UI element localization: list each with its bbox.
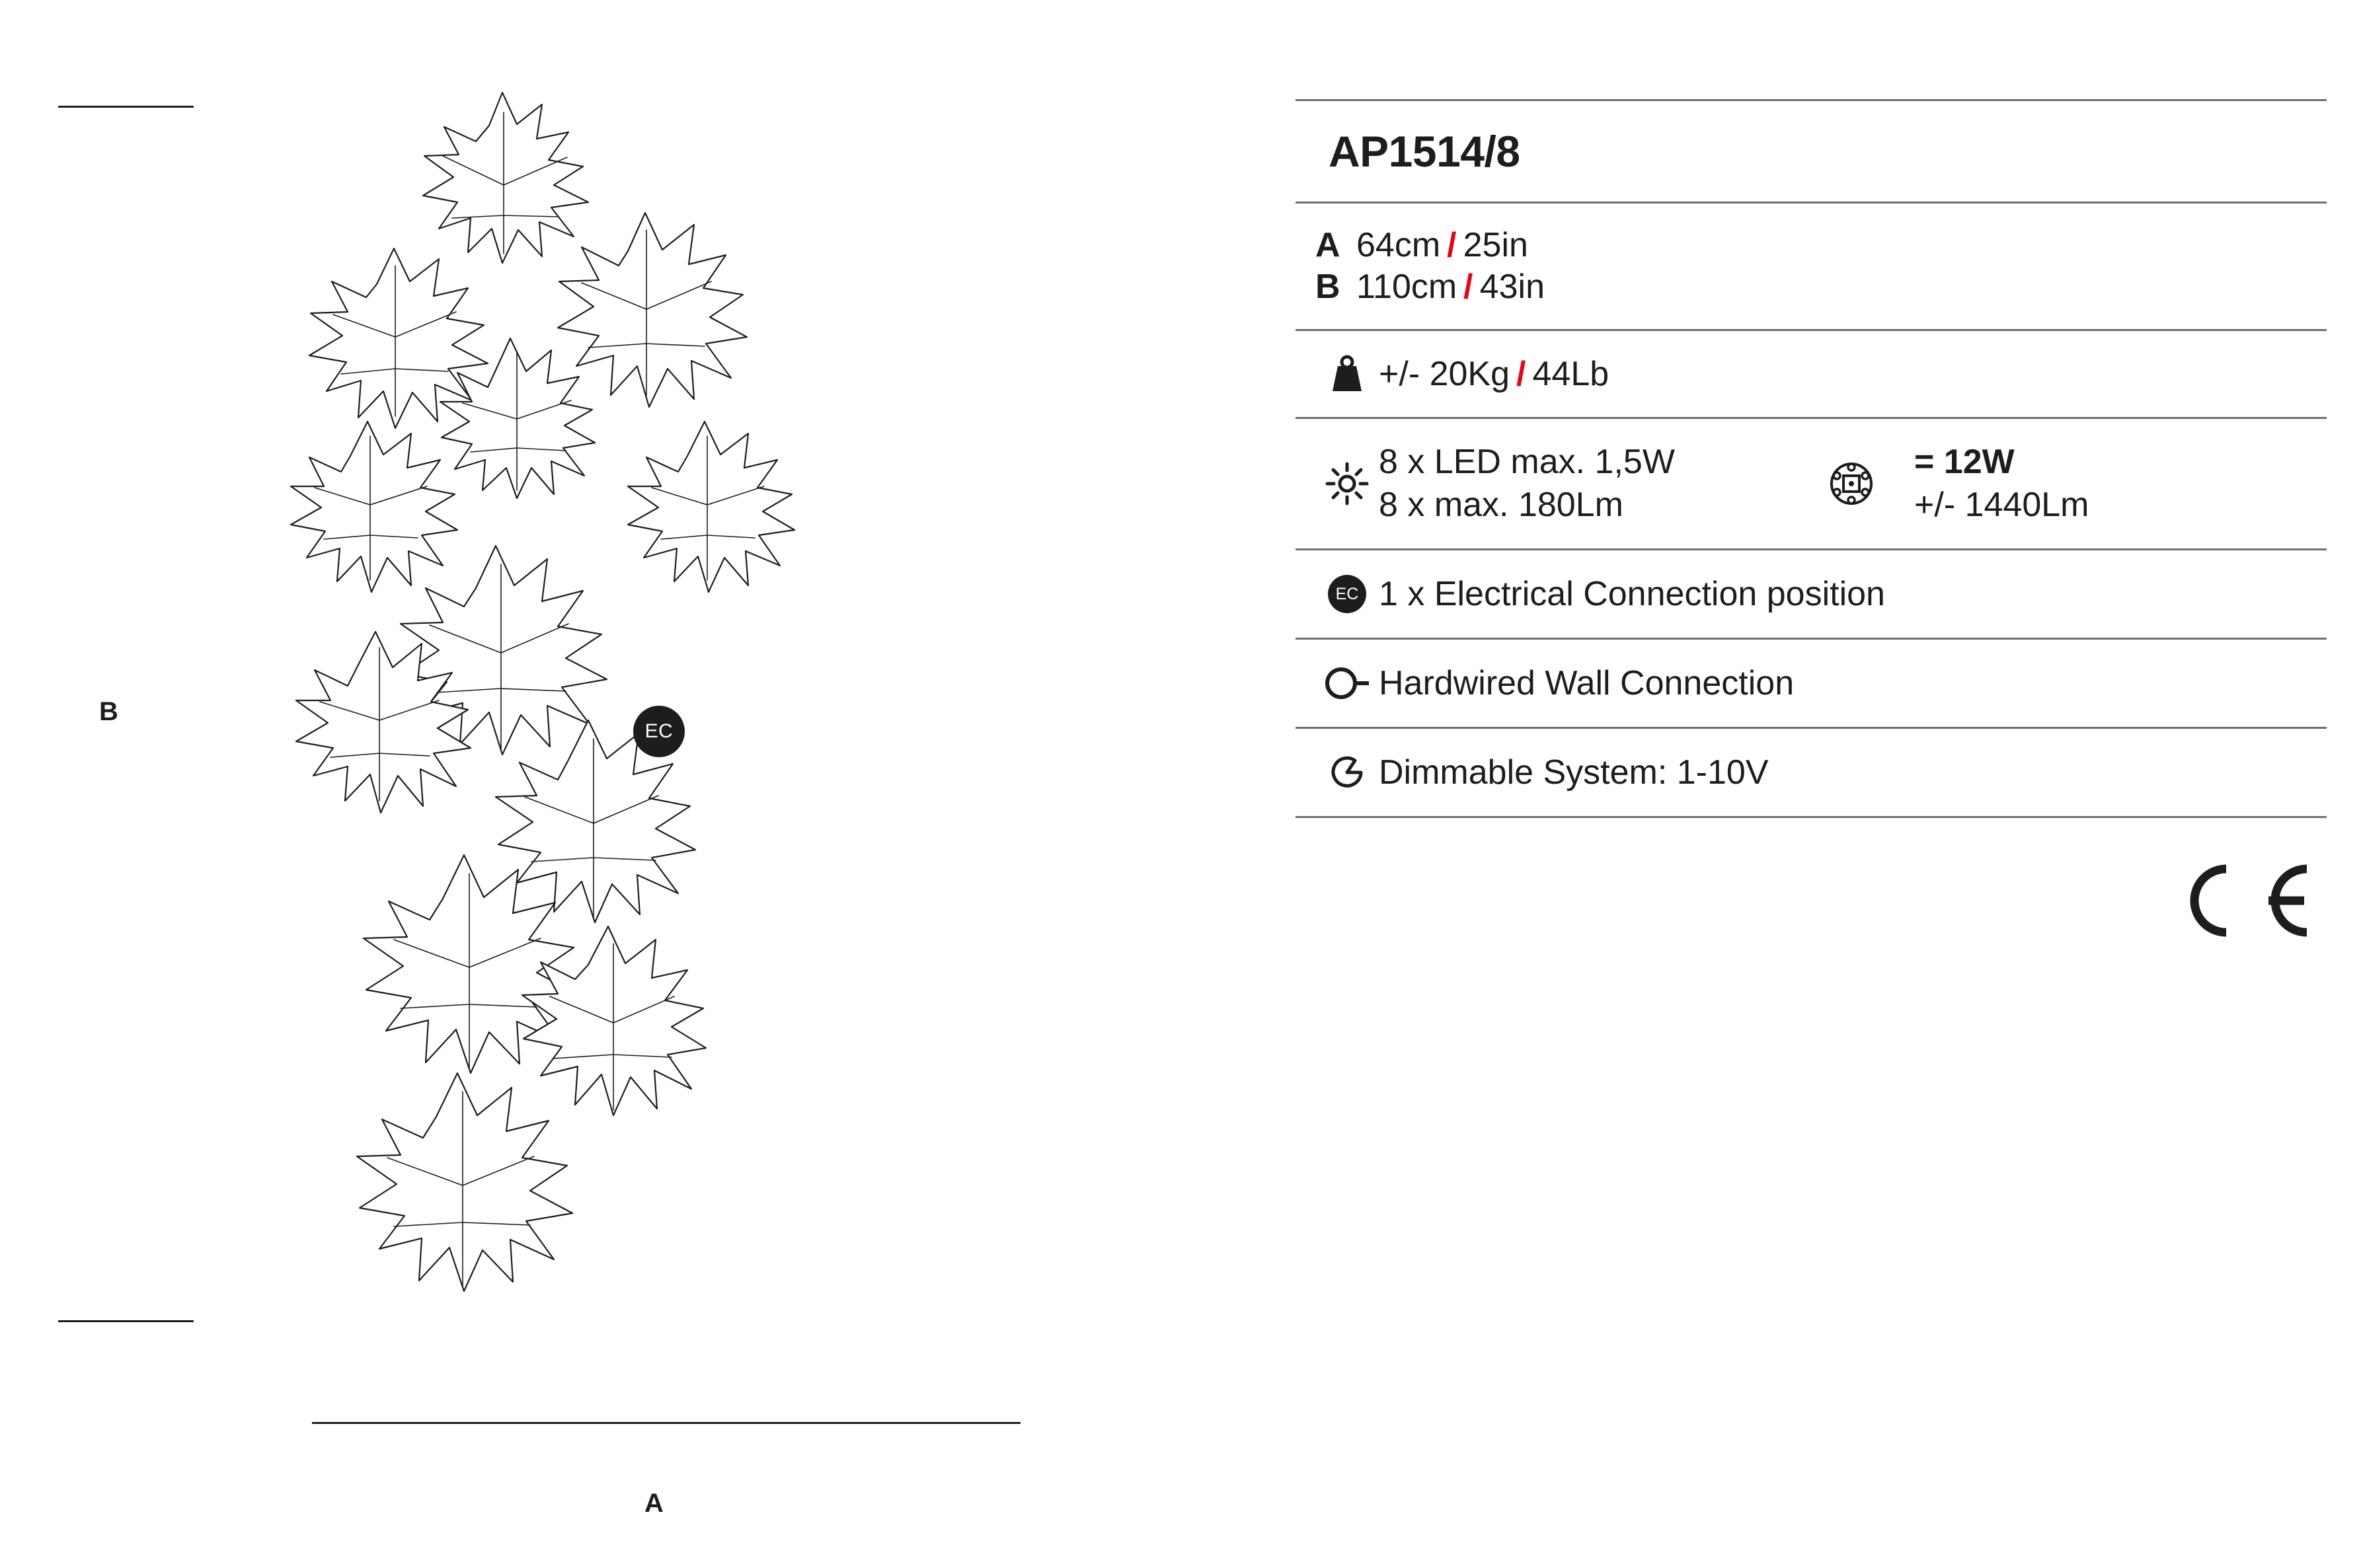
electrical-connection-row xyxy=(1296,550,2327,638)
lamp-total-power: = 12W xyxy=(1914,443,2015,481)
dimension-b-letter: B xyxy=(1315,268,1340,306)
dimension-b-separator: \ xyxy=(1463,268,1473,306)
lamp-total xyxy=(1914,441,2089,527)
electrical-connection-marker: EC xyxy=(633,706,685,757)
dimension-a-separator: \ xyxy=(1447,225,1457,264)
electrical-connection-icon xyxy=(1315,575,1379,613)
lamp-line-1: 8 x LED max. 1,5W xyxy=(1379,443,1675,481)
ce-mark-icon xyxy=(2168,854,2320,947)
lamp-line-2: 8 x max. 180Lm xyxy=(1379,486,1623,524)
weight-row xyxy=(1296,331,2327,417)
specification-panel xyxy=(1296,99,2327,983)
dimmable-text: Dimmable System: 1-10V xyxy=(1379,753,1769,792)
leaf-group xyxy=(291,93,794,1291)
driver-icon xyxy=(1802,455,1901,512)
dimension-label-b: B xyxy=(99,697,119,726)
weight-icon xyxy=(1315,354,1379,394)
dimension-line-a xyxy=(312,1422,1021,1424)
weight-text-group xyxy=(1379,354,1609,394)
dimension-b-imperial: 43in xyxy=(1479,268,1545,306)
dimension-b-metric: 110cm xyxy=(1356,268,1457,306)
ec-badge: EC xyxy=(1328,575,1366,613)
dimension-a-metric: 64cm xyxy=(1356,225,1441,264)
page-title: AP1514/8 xyxy=(1329,127,1520,176)
weight-separator: \ xyxy=(1516,355,1526,393)
lamp-total-lumen: +/- 1440Lm xyxy=(1914,486,2089,524)
dimension-b xyxy=(1315,266,1545,308)
dimmable-row xyxy=(1296,729,2327,816)
wall-connection-row xyxy=(1296,640,2327,727)
dimension-a-imperial: 25in xyxy=(1463,225,1528,264)
dimension-label-a: A xyxy=(644,1489,664,1518)
dimension-tick-b-top xyxy=(58,106,194,108)
dimension-tick-b-bottom xyxy=(58,1320,194,1322)
weight-imperial: 44Lb xyxy=(1532,355,1609,393)
bulb-icon xyxy=(1315,462,1379,505)
dimension-a xyxy=(1315,225,1528,266)
product-title-row xyxy=(1296,101,2327,202)
lamp-row xyxy=(1296,419,2327,548)
certification-area xyxy=(1296,818,2327,983)
wall-connection-text: Hardwired Wall Connection xyxy=(1379,664,1795,702)
hardwired-connection-icon xyxy=(1315,665,1379,702)
dimensions-row xyxy=(1296,204,2327,329)
dimension-a-letter: A xyxy=(1315,225,1340,264)
weight-metric: +/- 20Kg xyxy=(1379,355,1510,393)
electrical-connection-text: 1 x Electrical Connection position xyxy=(1379,575,1885,613)
lamp-text xyxy=(1379,441,1802,527)
dimmer-knob-icon xyxy=(1315,753,1379,792)
